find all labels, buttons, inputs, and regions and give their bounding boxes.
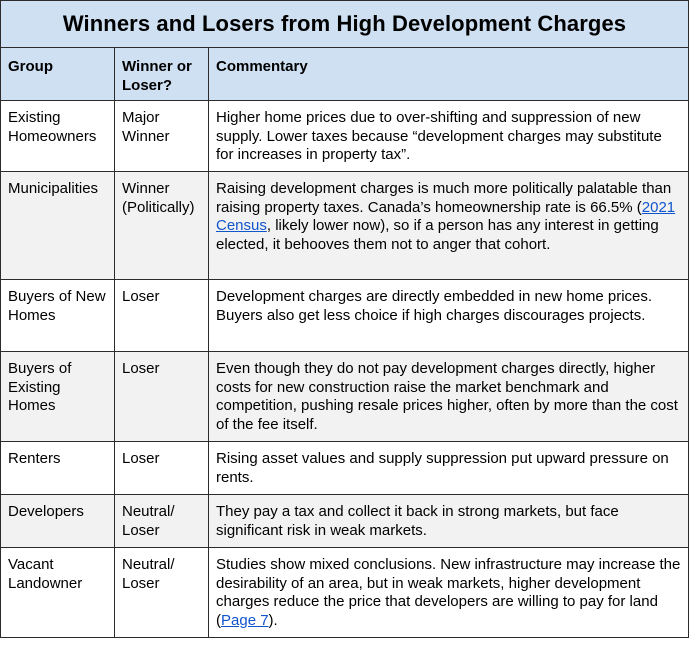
cell-group: Developers <box>1 495 115 548</box>
cell-group: Municipalities <box>1 172 115 280</box>
commentary-text: Raising development charges is much more politically palatable than raising property taxes. Canada’s homeownership rate is 66.5% ( <box>216 180 672 216</box>
cell-winner: Loser <box>115 352 209 442</box>
table-row <box>1 495 689 548</box>
header-commentary: Commentary <box>209 48 689 101</box>
cell-commentary: Higher home prices due to over-shifting and suppression of new supply. Lower taxes because “development charges may substitute for increases in property tax”. <box>209 101 689 172</box>
cell-group: Vacant Landowner <box>1 548 115 638</box>
cell-commentary: Development charges are directly embedded in new home prices. Buyers also get less choice if high charges discourages projects. <box>209 280 689 352</box>
table-row <box>1 442 689 495</box>
cell-commentary: Rising asset values and supply suppression put upward pressure on rents. <box>209 442 689 495</box>
cell-winner: Winner (Politically) <box>115 172 209 280</box>
cell-commentary <box>209 548 689 638</box>
cell-group: Renters <box>1 442 115 495</box>
table-title: Winners and Losers from High Development Charges <box>1 1 689 48</box>
cell-group: Buyers of Existing Homes <box>1 352 115 442</box>
census-link[interactable]: 2021 Census <box>216 198 676 234</box>
cell-winner: Loser <box>115 280 209 352</box>
commentary-text: , likely lower now), so if a person has any interest in getting elected, it behooves them not to anger that cohort. <box>216 217 659 253</box>
cell-commentary: They pay a tax and collect it back in strong markets, but face significant risk in weak markets. <box>209 495 689 548</box>
commentary-text: Studies show mixed conclusions. New infrastructure may increase the desirability of an area, but in weak markets, higher development charges reduce the price that developers are willing to pay for land ( <box>216 556 681 629</box>
page-7-link[interactable]: Page 7 <box>221 611 269 629</box>
table-row <box>1 101 689 172</box>
header-group: Group <box>1 48 115 101</box>
cell-winner: Neutral/ Loser <box>115 495 209 548</box>
table-row <box>1 352 689 442</box>
header-winner: Winner or Loser? <box>115 48 209 101</box>
table-row <box>1 548 689 638</box>
cell-group: Existing Homeowners <box>1 101 115 172</box>
commentary-text: ). <box>268 611 278 629</box>
cell-commentary <box>209 172 689 280</box>
cell-winner: Major Winner <box>115 101 209 172</box>
cell-group: Buyers of New Homes <box>1 280 115 352</box>
cell-winner: Loser <box>115 442 209 495</box>
cell-commentary: Even though they do not pay development charges directly, higher costs for new construction raise the market benchmark and competition, pushing resale prices higher, often by more than the cost of the fee itself. <box>209 352 689 442</box>
table-row <box>1 280 689 352</box>
header-row <box>1 48 689 101</box>
table-row <box>1 172 689 280</box>
cell-winner: Neutral/ Loser <box>115 548 209 638</box>
title-row <box>1 1 689 48</box>
